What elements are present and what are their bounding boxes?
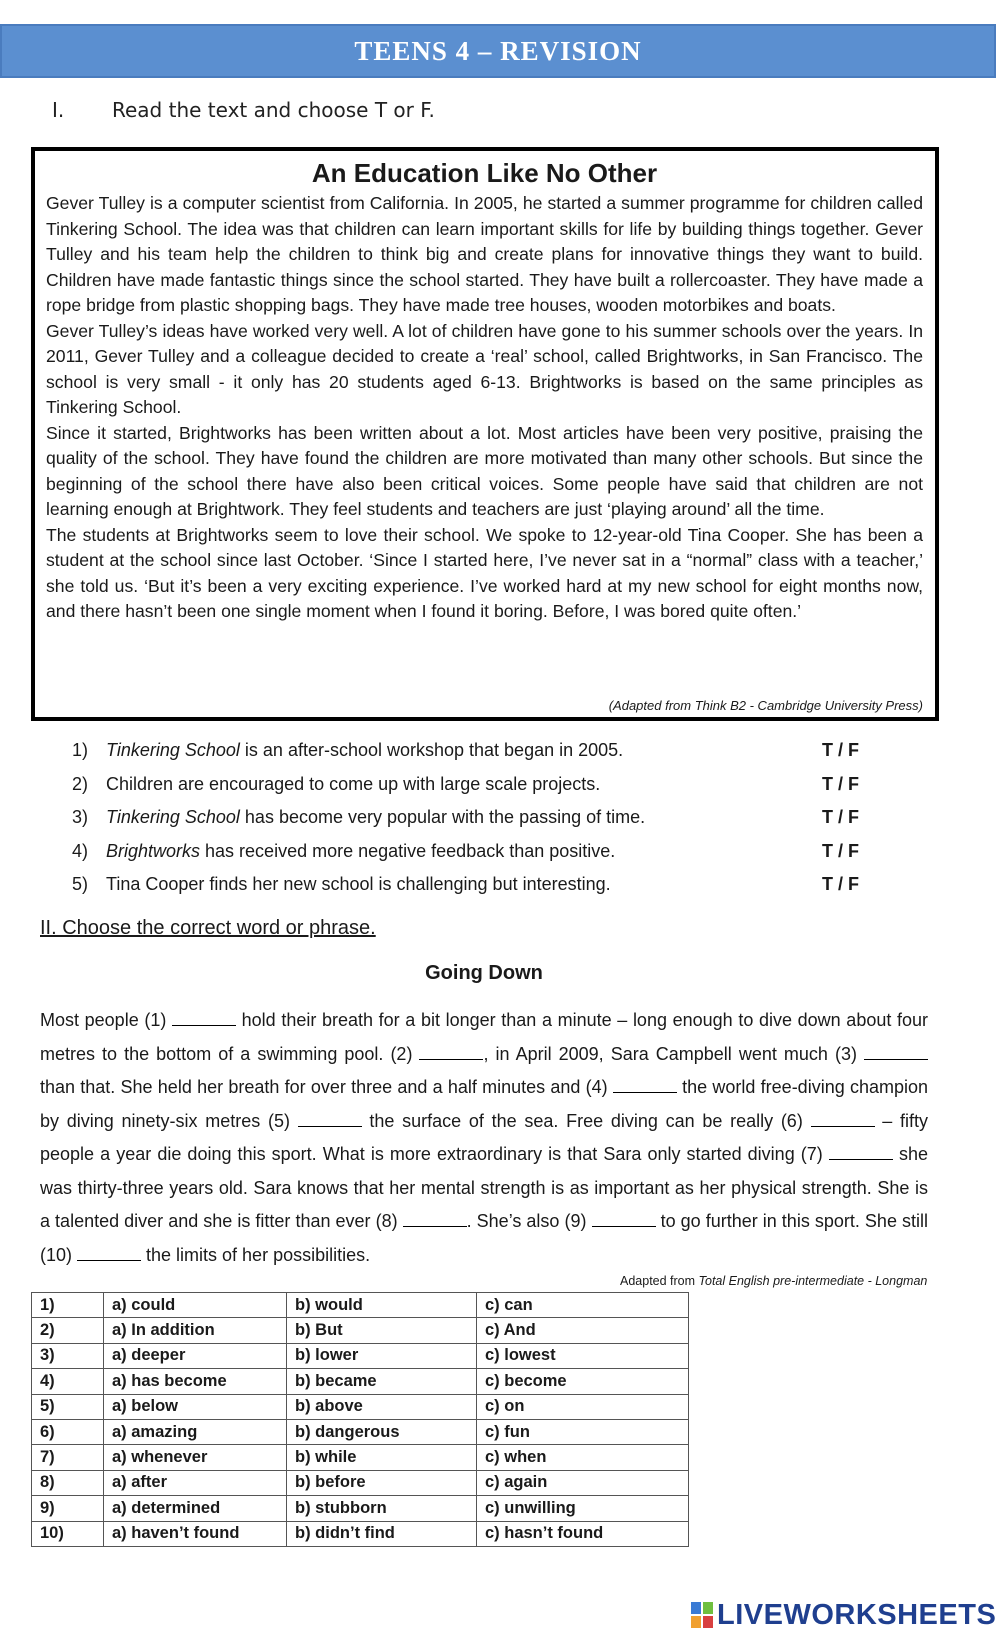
page-title: TEENS 4 – REVISION	[354, 35, 642, 66]
option-choice[interactable]: c) when	[477, 1445, 689, 1470]
passage-text: to go further in this sport. She still (10)	[40, 1211, 928, 1265]
statement-item	[72, 838, 872, 872]
reading-paragraph: The students at Brightworks seem to love their school. We spoke to 12-year-old Tina Cooper. She has been a student at the school since last October. ‘Since I started here, I’ve never sat in a “normal” class with a teacher,’ she told us. ‘But it’s been a very exciting experience. I’ve worked hard at my new school for eight months now, and there hasn’t been one single moment when I found it boring. Before, I was bored quite often.’	[46, 524, 923, 621]
option-number: 8)	[32, 1470, 104, 1495]
liveworksheets-logo	[690, 1598, 996, 1632]
option-choice[interactable]: c) And	[477, 1318, 689, 1343]
reading-paragraph: Gever Tulley is a computer scientist from California. In 2005, he started a summer programme for children called Tinkering School. The idea was that children can learn important skills for life by building things together. Gever Tulley and his team help the children to think big and create plans for innovative things they want to build. Children have made fantastic things since the school started. They have built a rollercoaster. They have made a rope bridge from plastic shopping bags. They have made tree houses, wooden motorbikes and boats.	[46, 193, 923, 315]
blank-5[interactable]	[298, 1112, 362, 1127]
source-title: Total English pre-intermediate - Longman	[698, 1274, 928, 1288]
options-row	[32, 1470, 689, 1495]
options-row	[32, 1394, 689, 1419]
reading-paragraph: Since it started, Brightworks has been written about a lot. Most articles have been very positive, praising the quality of the school. They have found the children are more motivated than many other schools. But since the beginning of the school there have also been critical voices. Some people have said that children are not learning enough at Brightwork. They feel students and teachers are just ‘playing around’ all the time.	[46, 422, 923, 519]
option-choice[interactable]: a) whenever	[104, 1445, 287, 1470]
statement-item	[72, 771, 872, 805]
section-number: I.	[52, 98, 65, 122]
cloze-passage	[40, 1004, 928, 1272]
option-choice[interactable]: a) deeper	[104, 1343, 287, 1368]
logo-text: LIVEWORKSHEETS	[717, 1598, 997, 1631]
true-false-choice[interactable]: T / F	[822, 740, 859, 760]
reading-title: An Education Like No Other	[311, 158, 658, 188]
source-prefix: Adapted from	[620, 1274, 699, 1288]
true-false-list	[72, 737, 872, 905]
option-choice[interactable]: b) would	[287, 1293, 477, 1318]
passage-text: the world free-diving champion by diving ninety-six metres (5)	[40, 1077, 928, 1131]
true-false-choice[interactable]: T / F	[822, 807, 859, 827]
instruction-text: Read the text and choose T or F.	[112, 98, 435, 122]
options-row	[32, 1496, 689, 1521]
statement-italic: Tinkering School	[106, 740, 240, 760]
blank-3[interactable]	[864, 1045, 928, 1060]
option-number: 9)	[32, 1496, 104, 1521]
statement-text: is an after-school workshop that began in 2005.	[239, 740, 624, 760]
blank-2[interactable]	[419, 1045, 483, 1060]
options-row	[32, 1369, 689, 1394]
option-choice[interactable]: c) again	[477, 1470, 689, 1495]
statement-italic: Tinkering School	[106, 807, 240, 827]
statement-text: has become very popular with the passing of time.	[239, 807, 646, 827]
logo-blocks-icon	[690, 1601, 714, 1629]
passage-text: she was thirty-three years old. Sara knows that her mental strength is as important as her physical strength. She is a talented diver and she is fitter than ever (8)	[40, 1144, 928, 1231]
section-1-instruction	[52, 98, 435, 122]
statement-number: 3)	[72, 807, 89, 827]
option-number: 10)	[32, 1521, 104, 1546]
option-choice[interactable]: b) above	[287, 1394, 477, 1419]
option-choice[interactable]: b) before	[287, 1470, 477, 1495]
options-row	[32, 1343, 689, 1368]
option-choice[interactable]: c) can	[477, 1293, 689, 1318]
option-choice[interactable]: b) lower	[287, 1343, 477, 1368]
blank-4[interactable]	[613, 1078, 677, 1093]
passage-text: the limits of her possibilities.	[141, 1244, 371, 1265]
option-number: 2)	[32, 1318, 104, 1343]
blank-10[interactable]	[77, 1246, 141, 1261]
options-row	[32, 1318, 689, 1343]
option-choice[interactable]: a) amazing	[104, 1419, 287, 1444]
blank-7[interactable]	[829, 1145, 893, 1160]
option-choice[interactable]: b) But	[287, 1318, 477, 1343]
option-choice[interactable]: b) stubborn	[287, 1496, 477, 1521]
option-number: 6)	[32, 1419, 104, 1444]
passage-text: Most people (1)	[40, 1010, 172, 1030]
blank-6[interactable]	[811, 1112, 875, 1127]
option-choice[interactable]: c) unwilling	[477, 1496, 689, 1521]
passage-text: – fifty people a year die doing this sport. What is more extraordinary is that Sara only started diving (7)	[40, 1110, 929, 1164]
options-row	[32, 1293, 689, 1318]
option-number: 5)	[32, 1394, 104, 1419]
true-false-choice[interactable]: T / F	[822, 840, 859, 861]
option-choice[interactable]: a) has become	[104, 1369, 287, 1394]
option-choice[interactable]: c) lowest	[477, 1343, 689, 1368]
passage-source	[620, 1274, 927, 1288]
reading-text-box	[31, 147, 939, 721]
option-choice[interactable]: c) become	[477, 1369, 689, 1394]
statement-item	[72, 871, 872, 905]
option-choice[interactable]: a) could	[104, 1293, 287, 1318]
statement-number: 2)	[72, 773, 89, 794]
passage-text: the surface of the sea. Free diving can be really (6)	[361, 1110, 811, 1131]
option-choice[interactable]: c) hasn’t found	[477, 1521, 689, 1546]
section-2-heading: II. Choose the correct word or phrase.	[40, 917, 376, 939]
option-choice[interactable]: b) didn’t find	[287, 1521, 477, 1546]
option-choice[interactable]: c) fun	[477, 1419, 689, 1444]
statement-italic: Brightworks	[106, 840, 201, 861]
option-number: 7)	[32, 1445, 104, 1470]
blank-8[interactable]	[403, 1212, 467, 1227]
options-row	[32, 1445, 689, 1470]
true-false-choice[interactable]: T / F	[822, 773, 859, 794]
passage-text: . She’s also (9)	[466, 1211, 592, 1231]
statement-item	[72, 804, 872, 838]
option-choice[interactable]: c) on	[477, 1394, 689, 1419]
statement-text: Children are encouraged to come up with large scale projects.	[106, 773, 601, 794]
blank-1[interactable]	[172, 1011, 236, 1026]
option-choice[interactable]: a) determined	[104, 1496, 287, 1521]
statement-number: 5)	[72, 874, 89, 894]
true-false-choice[interactable]: T / F	[822, 874, 859, 894]
title-banner	[0, 24, 996, 78]
reading-source: (Adapted from Think B2 - Cambridge University Press)	[608, 698, 923, 713]
statement-text: Tina Cooper finds her new school is challenging but interesting.	[106, 874, 611, 894]
passage-text: , in April 2009, Sara Campbell went much (3)	[483, 1043, 864, 1064]
statement-number: 4)	[72, 840, 89, 861]
options-table	[31, 1292, 689, 1547]
option-choice[interactable]: b) dangerous	[287, 1419, 477, 1444]
passage-text: hold their breath for a bit longer than a minute – long enough to dive down about four metres to the bottom of a swimming pool. (2)	[40, 1010, 929, 1064]
option-choice[interactable]: b) while	[287, 1445, 477, 1470]
option-choice[interactable]: a) haven’t found	[104, 1521, 287, 1546]
option-number: 1)	[32, 1293, 104, 1318]
option-number: 4)	[32, 1369, 104, 1394]
passage-title: Going Down	[425, 962, 543, 984]
option-choice[interactable]: a) In addition	[104, 1318, 287, 1343]
options-row	[32, 1419, 689, 1444]
options-row	[32, 1521, 689, 1546]
statement-item	[72, 737, 872, 771]
blank-9[interactable]	[592, 1212, 656, 1227]
statement-number: 1)	[72, 740, 89, 760]
option-choice[interactable]: a) below	[104, 1394, 287, 1419]
statement-text: has received more negative feedback than positive.	[200, 840, 616, 861]
option-choice[interactable]: a) after	[104, 1470, 287, 1495]
option-number: 3)	[32, 1343, 104, 1368]
passage-text: than that. She held her breath for over three and a half minutes and (4)	[40, 1077, 613, 1097]
option-choice[interactable]: b) became	[287, 1369, 477, 1394]
reading-paragraph: Gever Tulley’s ideas have worked very well. A lot of children have gone to his summer schools over the years. In 2011, Gever Tulley and a colleague decided to create a ‘real’ school, called Brightworks, in San Francisco. The school is very small - it only has 20 students aged 6-13. Brightworks is based on the same principles as Tinkering School.	[46, 320, 923, 417]
